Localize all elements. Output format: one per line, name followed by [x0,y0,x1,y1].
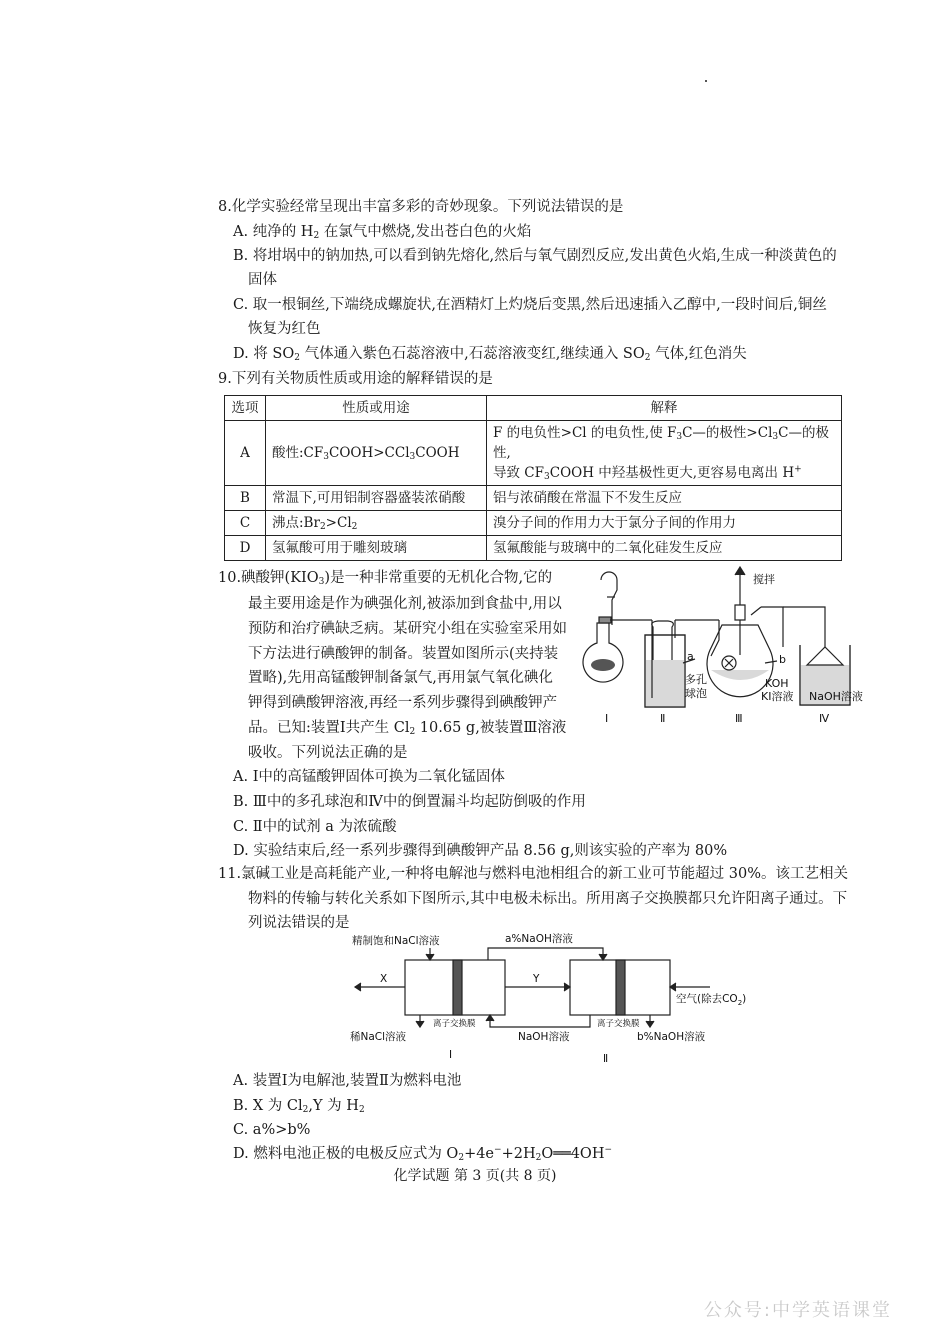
label-dilute-nacl: 稀NaCl溶液 [350,1031,407,1043]
label-iv: Ⅳ [819,712,830,725]
table-row [225,421,842,486]
row-b-property: 常温下,可用铝制容器盛装浓硝酸 [266,486,487,511]
label-naoh: NaOH溶液 [518,1031,570,1043]
q10-option-a: A. Ⅰ中的高锰酸钾固体可换为二氧化锰固体 [233,769,505,785]
q10-option-d: D. 实验结束后,经一系列步骤得到碘酸钾产品 8.56 g,则该实验的产率为 80% [233,843,728,859]
row-a-option: A [225,421,266,486]
label-membrane-i: 离子交换膜 [433,1019,476,1029]
label-a-naoh: a%NaOH溶液 [505,933,573,945]
label-porous-2: 球泡 [685,687,707,700]
row-b-explanation: 铝与浓硝酸在常温下不发生反应 [487,486,842,511]
q10-option-c: C. Ⅱ中的试剂 a 为浓硫酸 [233,819,397,835]
scan-speck [705,80,707,82]
apparatus-ii-bottle [645,620,719,707]
label-iii: Ⅲ [735,712,743,725]
row-a-property: 酸性$:CF_3COOH>CCl_3COOH$ [266,421,487,486]
label-air: 空气(除去$CO_2$) [676,993,747,1007]
row-c-property: 沸点$:Br_2>Cl_2$ [266,511,487,536]
q11-process-diagram [340,930,780,1070]
q8-stem: 8.化学实验经常呈现出丰富多彩的奇妙现象。下列说法错误的是 [218,199,624,215]
q10-line-6: 钾得到碘酸钾溶液,再经一系列步骤得到碘酸钾产 [248,695,558,711]
label-x: X [380,973,388,985]
apparatus-i-flask [583,572,652,682]
header-explanation: 解释 [487,396,842,421]
label-device-i: Ⅰ [449,1049,453,1061]
q9-stem: 9.下列有关物质性质或用途的解释错误的是 [218,371,493,387]
q11-option-a: A. 装置Ⅰ为电解池,装置Ⅱ为燃料电池 [233,1073,462,1089]
q10-line-2: 最主要用途是作为碘强化剂,被添加到食盐中,用以 [248,596,562,612]
label-a: a [687,650,694,663]
row-d-option: D [225,536,266,561]
row-c-option: C [225,511,266,536]
membrane-ii [616,960,625,1015]
q11-option-b: B. X 为 $Cl_2,Y$ 为 $H_2$ [233,1098,365,1115]
q10-apparatus-diagram [575,565,865,730]
q10-line-4: 下方法进行碘酸钾的制备。装置如图所示(夹持装 [248,646,559,662]
label-porous-1: 多孔 [685,673,707,686]
q11-option-c: C. a%>b% [233,1122,311,1138]
q8-option-c-cont: 恢复为红色 [248,321,321,337]
row-b-option: B [225,486,266,511]
label-y: Y [533,973,540,985]
label-ki: KI溶液 [761,690,794,703]
q9-table [224,395,842,561]
label-i: Ⅰ [605,712,609,725]
q8-option-d: D. 将 $SO_2$ 气体通入紫色石蕊溶液中,石蕊溶液变红,继续通入 $SO_2$ 气体,红色消失 [233,346,747,363]
q11-option-d: D. 燃料电池正极的电极反应式为 $O_2+4e^-+2H_2O══4OH^-$ [233,1145,613,1163]
q10-line-7: 品。已知:装置Ⅰ共产生 $Cl_2$ 10.65 g,被装置Ⅲ溶液 [248,720,567,737]
page-footer: 化学试题 第 3 页(共 8 页) [393,1168,557,1184]
q8-option-a: A. 纯净的 $H_2$ 在氯气中燃烧,发出苍白色的火焰 [233,224,532,241]
label-device-ii: Ⅱ [603,1053,609,1065]
row-a-explanation: F 的电负性>Cl 的电负性,使 $F_3C—$的极性$>Cl_3C—$的极性, 导致 $CF_3COOH$ 中羟基极性更大,更容易电离出 H+ [487,421,842,486]
q8-option-c: C. 取一根铜丝,下端绕成螺旋状,在酒精灯上灼烧后变黑,然后迅速插入乙醇中,一段时间后,铜丝 [233,297,827,313]
label-koh: KOH [765,677,789,690]
table-header-row [225,396,842,421]
table-row [225,486,842,511]
membrane-i [453,960,462,1015]
label-ii: Ⅱ [660,712,666,725]
row-d-property: 氢氟酸可用于雕刻玻璃 [266,536,487,561]
table-row [225,511,842,536]
header-option: 选项 [225,396,266,421]
row-c-explanation: 溴分子间的作用力大于氯分子间的作用力 [487,511,842,536]
watermark: 公众号:中学英语课堂 [703,1300,892,1321]
label-b: b [779,653,786,666]
table-row [225,536,842,561]
q11-line-2: 物料的传输与转化关系如下图所示,其中电极未标出。所用离子交换膜都只允许阳离子通过。下 [248,891,848,907]
q11-line-1: 11.氯碱工业是高耗能产业,一种将电解池与燃料电池相组合的新工业可节能超过 30%。该工艺相关 [218,866,849,882]
label-brine: 精制饱和NaCl溶液 [352,935,440,947]
q11-line-3: 列说法错误的是 [248,915,350,931]
q10-line-1: 10.碘酸钾$(KIO_3)$是一种非常重要的无机化合物,它的 [218,570,553,587]
q10-line-8: 吸收。下列说法正确的是 [248,745,408,761]
row-d-explanation: 氢氟酸能与玻璃中的二氧化硅发生反应 [487,536,842,561]
q8-option-b-cont: 固体 [248,272,277,288]
label-membrane-ii: 离子交换膜 [597,1019,640,1029]
label-b-naoh: b%NaOH溶液 [637,1031,706,1043]
label-stir: 搅拌 [753,573,775,586]
label-naoh: NaOH溶液 [809,690,863,703]
header-property: 性质或用途 [266,396,487,421]
q10-line-3: 预防和治疗碘缺乏病。某研究小组在实验室采用如 [248,621,567,637]
q10-line-5: 置略),先用高锰酸钾制备氯气,再用氯气氧化碘化 [248,670,553,686]
q8-option-b: B. 将坩埚中的钠加热,可以看到钠先熔化,然后与氧气剧烈反应,发出黄色火焰,生成一种淡黄色的 [233,248,837,264]
q10-option-b: B. Ⅲ中的多孔球泡和Ⅳ中的倒置漏斗均起防倒吸的作用 [233,794,586,810]
